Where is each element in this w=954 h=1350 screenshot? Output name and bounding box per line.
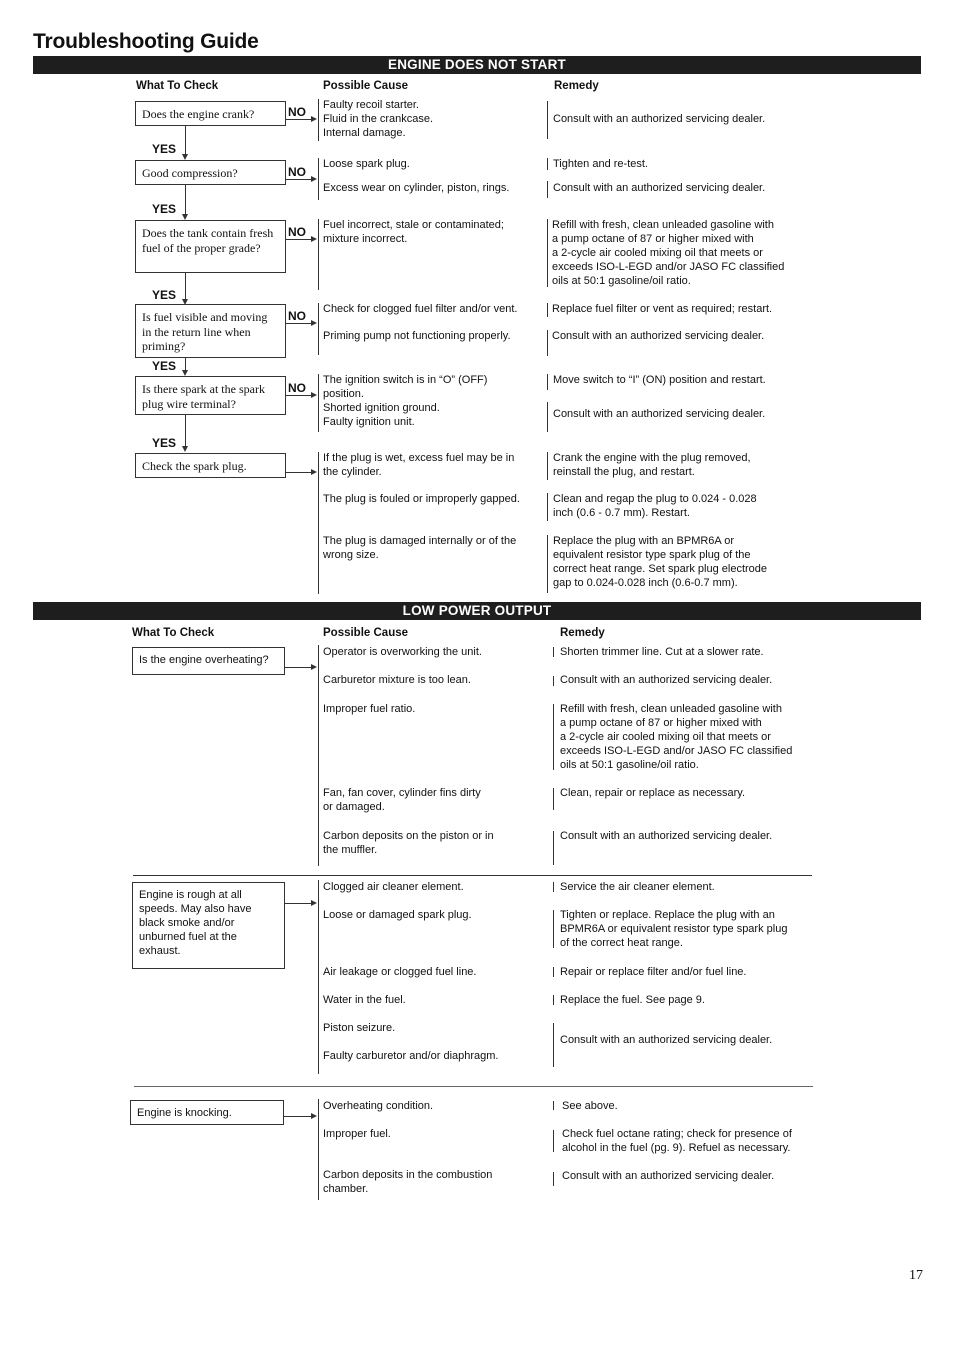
remedy-bracket <box>553 910 554 948</box>
cause-text: Improper fuel ratio. <box>323 703 416 715</box>
remedy-text: Clean and regap the plug to 0.024 - 0.028 inch (0.6 - 0.7 mm). Restart. <box>553 493 757 519</box>
remedy-text: Refill with fresh, clean unleaded gasoline with a pump octane of 87 or higher mixed with a 2-cycle air cooled mixing oil that meets or exceeds ISO-L-EGD and/or JASO FC classified oils at 50:1 gasoline/oil ratio. <box>560 703 793 771</box>
cause-bracket <box>318 880 319 1074</box>
flow-connector <box>286 323 312 324</box>
arrow-right-icon <box>311 320 317 326</box>
arrow-right-icon <box>311 469 317 475</box>
remedy-text: Consult with an authorized servicing dealer. <box>553 182 766 194</box>
page-number: 17 <box>909 1268 923 1283</box>
remedy-text: Tighten and re-test. <box>553 158 648 170</box>
check-box-engine-crank: Does the engine crank? <box>135 101 286 126</box>
page-title: Troubleshooting Guide <box>33 30 259 53</box>
remedy-bracket <box>553 1172 554 1186</box>
cause-text: Fan, fan cover, cylinder fins dirty or damaged. <box>323 787 481 813</box>
remedy-text: Consult with an authorized servicing dealer. <box>560 1034 773 1046</box>
cause-bracket <box>318 219 319 290</box>
yes-label: YES <box>152 142 177 156</box>
check-box-spark-plug: Check the spark plug. <box>135 453 286 478</box>
cause-text: Air leakage or clogged fuel line. <box>323 966 477 978</box>
cause-bracket <box>318 99 319 141</box>
no-label: NO <box>288 105 306 119</box>
cause-text: Faulty recoil starter. Fluid in the crankcase. Internal damage. <box>323 99 434 139</box>
remedy-bracket <box>547 303 548 317</box>
group-divider <box>134 1086 813 1087</box>
remedy-bracket <box>547 535 548 593</box>
flow-connector <box>185 272 186 301</box>
arrow-right-icon <box>311 176 317 182</box>
remedy-text: Check fuel octane rating; check for presence of alcohol in the fuel (pg. 9). Refuel as necessary. <box>562 1128 792 1154</box>
cause-text: Water in the fuel. <box>323 994 406 1006</box>
flow-connector <box>286 472 312 473</box>
remedy-bracket <box>547 452 548 480</box>
yes-label: YES <box>152 359 177 373</box>
cause-text: Overheating condition. <box>323 1100 434 1112</box>
flow-connector <box>285 903 312 904</box>
remedy-bracket <box>547 158 548 170</box>
cause-bracket <box>318 1099 319 1200</box>
flow-connector <box>185 125 186 155</box>
cause-text: Carburetor mixture is too lean. <box>323 674 471 686</box>
remedy-text: Refill with fresh, clean unleaded gasoline with a pump octane of 87 or higher mixed with a 2-cycle air cooled mixing oil that meets or exceeds ISO-L-EGD and/or JASO FC classified oils at 50:1 gasoline/oil ratio. <box>552 219 785 287</box>
cause-text: Faulty carburetor and/or diaphragm. <box>323 1050 499 1062</box>
no-label: NO <box>288 225 306 239</box>
remedy-bracket <box>553 704 554 770</box>
col-header-what-to-check: What To Check <box>132 627 215 639</box>
remedy-text: Consult with an authorized servicing dealer. <box>553 113 766 125</box>
remedy-bracket <box>553 1130 554 1152</box>
remedy-text: Consult with an authorized servicing dealer. <box>560 674 773 686</box>
cause-text: Carbon deposits on the piston or in the muffler. <box>323 830 494 856</box>
remedy-bracket <box>547 493 548 521</box>
cause-bracket <box>318 158 319 200</box>
remedy-text: Consult with an authorized servicing dealer. <box>560 830 773 842</box>
arrow-right-icon <box>311 1113 317 1119</box>
no-label: NO <box>288 165 306 179</box>
remedy-bracket <box>553 647 554 657</box>
check-box-fuel-return-line: Is fuel visible and moving in the return line when priming? <box>135 304 286 358</box>
remedy-bracket <box>553 1023 554 1067</box>
cause-bracket <box>318 645 319 866</box>
col-header-remedy: Remedy <box>560 627 605 639</box>
flow-connector <box>286 119 312 120</box>
remedy-bracket <box>553 1101 554 1110</box>
group-divider <box>133 875 812 876</box>
cause-bracket <box>318 374 319 432</box>
remedy-text: Replace fuel filter or vent as required; restart. <box>552 303 773 315</box>
yes-label: YES <box>152 288 177 302</box>
cause-text: Piston seizure. <box>323 1022 396 1034</box>
check-box-engine-knocking: Engine is knocking. <box>130 1100 284 1125</box>
cause-text: If the plug is wet, excess fuel may be in the cylinder. <box>323 452 515 478</box>
check-box-spark: Is there spark at the spark plug wire terminal? <box>135 376 286 415</box>
check-box-overheating: Is the engine overheating? <box>132 647 285 675</box>
remedy-text: Repair or replace filter and/or fuel line. <box>560 966 747 978</box>
col-header-what-to-check: What To Check <box>136 80 219 92</box>
no-label: NO <box>288 309 306 323</box>
remedy-text: Shorten trimmer line. Cut at a slower rate. <box>560 646 764 658</box>
arrow-right-icon <box>311 900 317 906</box>
cause-bracket <box>318 452 319 594</box>
flow-connector <box>286 179 312 180</box>
cause-text: Improper fuel. <box>323 1128 391 1140</box>
remedy-bracket <box>547 101 548 139</box>
cause-text: The plug is fouled or improperly gapped. <box>323 493 520 505</box>
flow-connector <box>185 184 186 215</box>
remedy-bracket <box>547 181 548 198</box>
remedy-bracket <box>553 676 554 686</box>
remedy-text: Replace the plug with an BPMR6A or equivalent resistor type spark plug of the correct heat range. Set spark plug electrode gap to 0.024-0.028 inch (0.6-0.7 mm). <box>553 535 768 589</box>
remedy-bracket <box>553 882 554 892</box>
remedy-bracket <box>547 402 548 432</box>
section-heading-engine-does-not-start: ENGINE DOES NOT START <box>33 56 921 74</box>
cause-text: Excess wear on cylinder, piston, rings. <box>323 182 510 194</box>
cause-bracket <box>318 303 319 355</box>
flow-connector <box>185 357 186 371</box>
cause-text: Fuel incorrect, stale or contaminated; mixture incorrect. <box>323 219 504 245</box>
arrow-right-icon <box>311 664 317 670</box>
col-header-possible-cause: Possible Cause <box>323 627 409 639</box>
remedy-text: Consult with an authorized servicing dealer. <box>552 330 765 342</box>
col-header-possible-cause: Possible Cause <box>323 80 409 92</box>
cause-text: The ignition switch is in “O” (OFF) position. Shorted ignition ground. Faulty ignition unit. <box>323 374 488 428</box>
cause-text: Priming pump not functioning properly. <box>323 330 511 342</box>
remedy-bracket <box>547 330 548 356</box>
check-box-compression: Good compression? <box>135 160 286 185</box>
remedy-bracket <box>553 995 554 1005</box>
arrow-down-icon <box>182 446 188 452</box>
remedy-text: Consult with an authorized servicing dealer. <box>562 1170 775 1182</box>
cause-text: Carbon deposits in the combustion chamber. <box>323 1169 493 1195</box>
remedy-bracket <box>553 831 554 865</box>
cause-text: Check for clogged fuel filter and/or vent. <box>323 303 518 315</box>
remedy-text: Consult with an authorized servicing dealer. <box>553 408 766 420</box>
section-heading-low-power-output: LOW POWER OUTPUT <box>33 602 921 620</box>
flow-connector <box>286 395 312 396</box>
flow-connector <box>286 239 312 240</box>
yes-label: YES <box>152 202 177 216</box>
cause-text: Loose or damaged spark plug. <box>323 909 472 921</box>
col-header-remedy: Remedy <box>554 80 599 92</box>
cause-text: The plug is damaged internally or of the wrong size. <box>323 535 517 561</box>
remedy-text: Clean, repair or replace as necessary. <box>560 787 746 799</box>
remedy-text: Replace the fuel. See page 9. <box>560 994 705 1006</box>
remedy-bracket <box>553 788 554 810</box>
no-label: NO <box>288 381 306 395</box>
flow-connector <box>185 414 186 447</box>
check-box-engine-rough: Engine is rough at all speeds. May also have black smoke and/or unburned fuel at the exhaust. <box>132 882 285 969</box>
arrow-right-icon <box>311 236 317 242</box>
remedy-bracket <box>553 967 554 977</box>
check-box-fresh-fuel: Does the tank contain fresh fuel of the proper grade? <box>135 220 286 273</box>
remedy-text: See above. <box>562 1100 618 1112</box>
flow-connector <box>285 667 312 668</box>
remedy-text: Tighten or replace. Replace the plug with an BPMR6A or equivalent resistor type spark plug of the correct heat range. <box>560 909 788 949</box>
cause-text: Operator is overworking the unit. <box>323 646 482 658</box>
arrow-right-icon <box>311 116 317 122</box>
remedy-bracket <box>547 219 548 287</box>
cause-text: Clogged air cleaner element. <box>323 881 464 893</box>
yes-label: YES <box>152 436 177 450</box>
cause-text: Loose spark plug. <box>323 158 410 170</box>
remedy-text: Crank the engine with the plug removed, reinstall the plug, and restart. <box>553 452 751 478</box>
remedy-text: Service the air cleaner element. <box>560 881 715 893</box>
flow-connector <box>284 1116 312 1117</box>
arrow-right-icon <box>311 392 317 398</box>
remedy-bracket <box>547 374 548 390</box>
remedy-text: Move switch to “I” (ON) position and restart. <box>553 374 766 386</box>
